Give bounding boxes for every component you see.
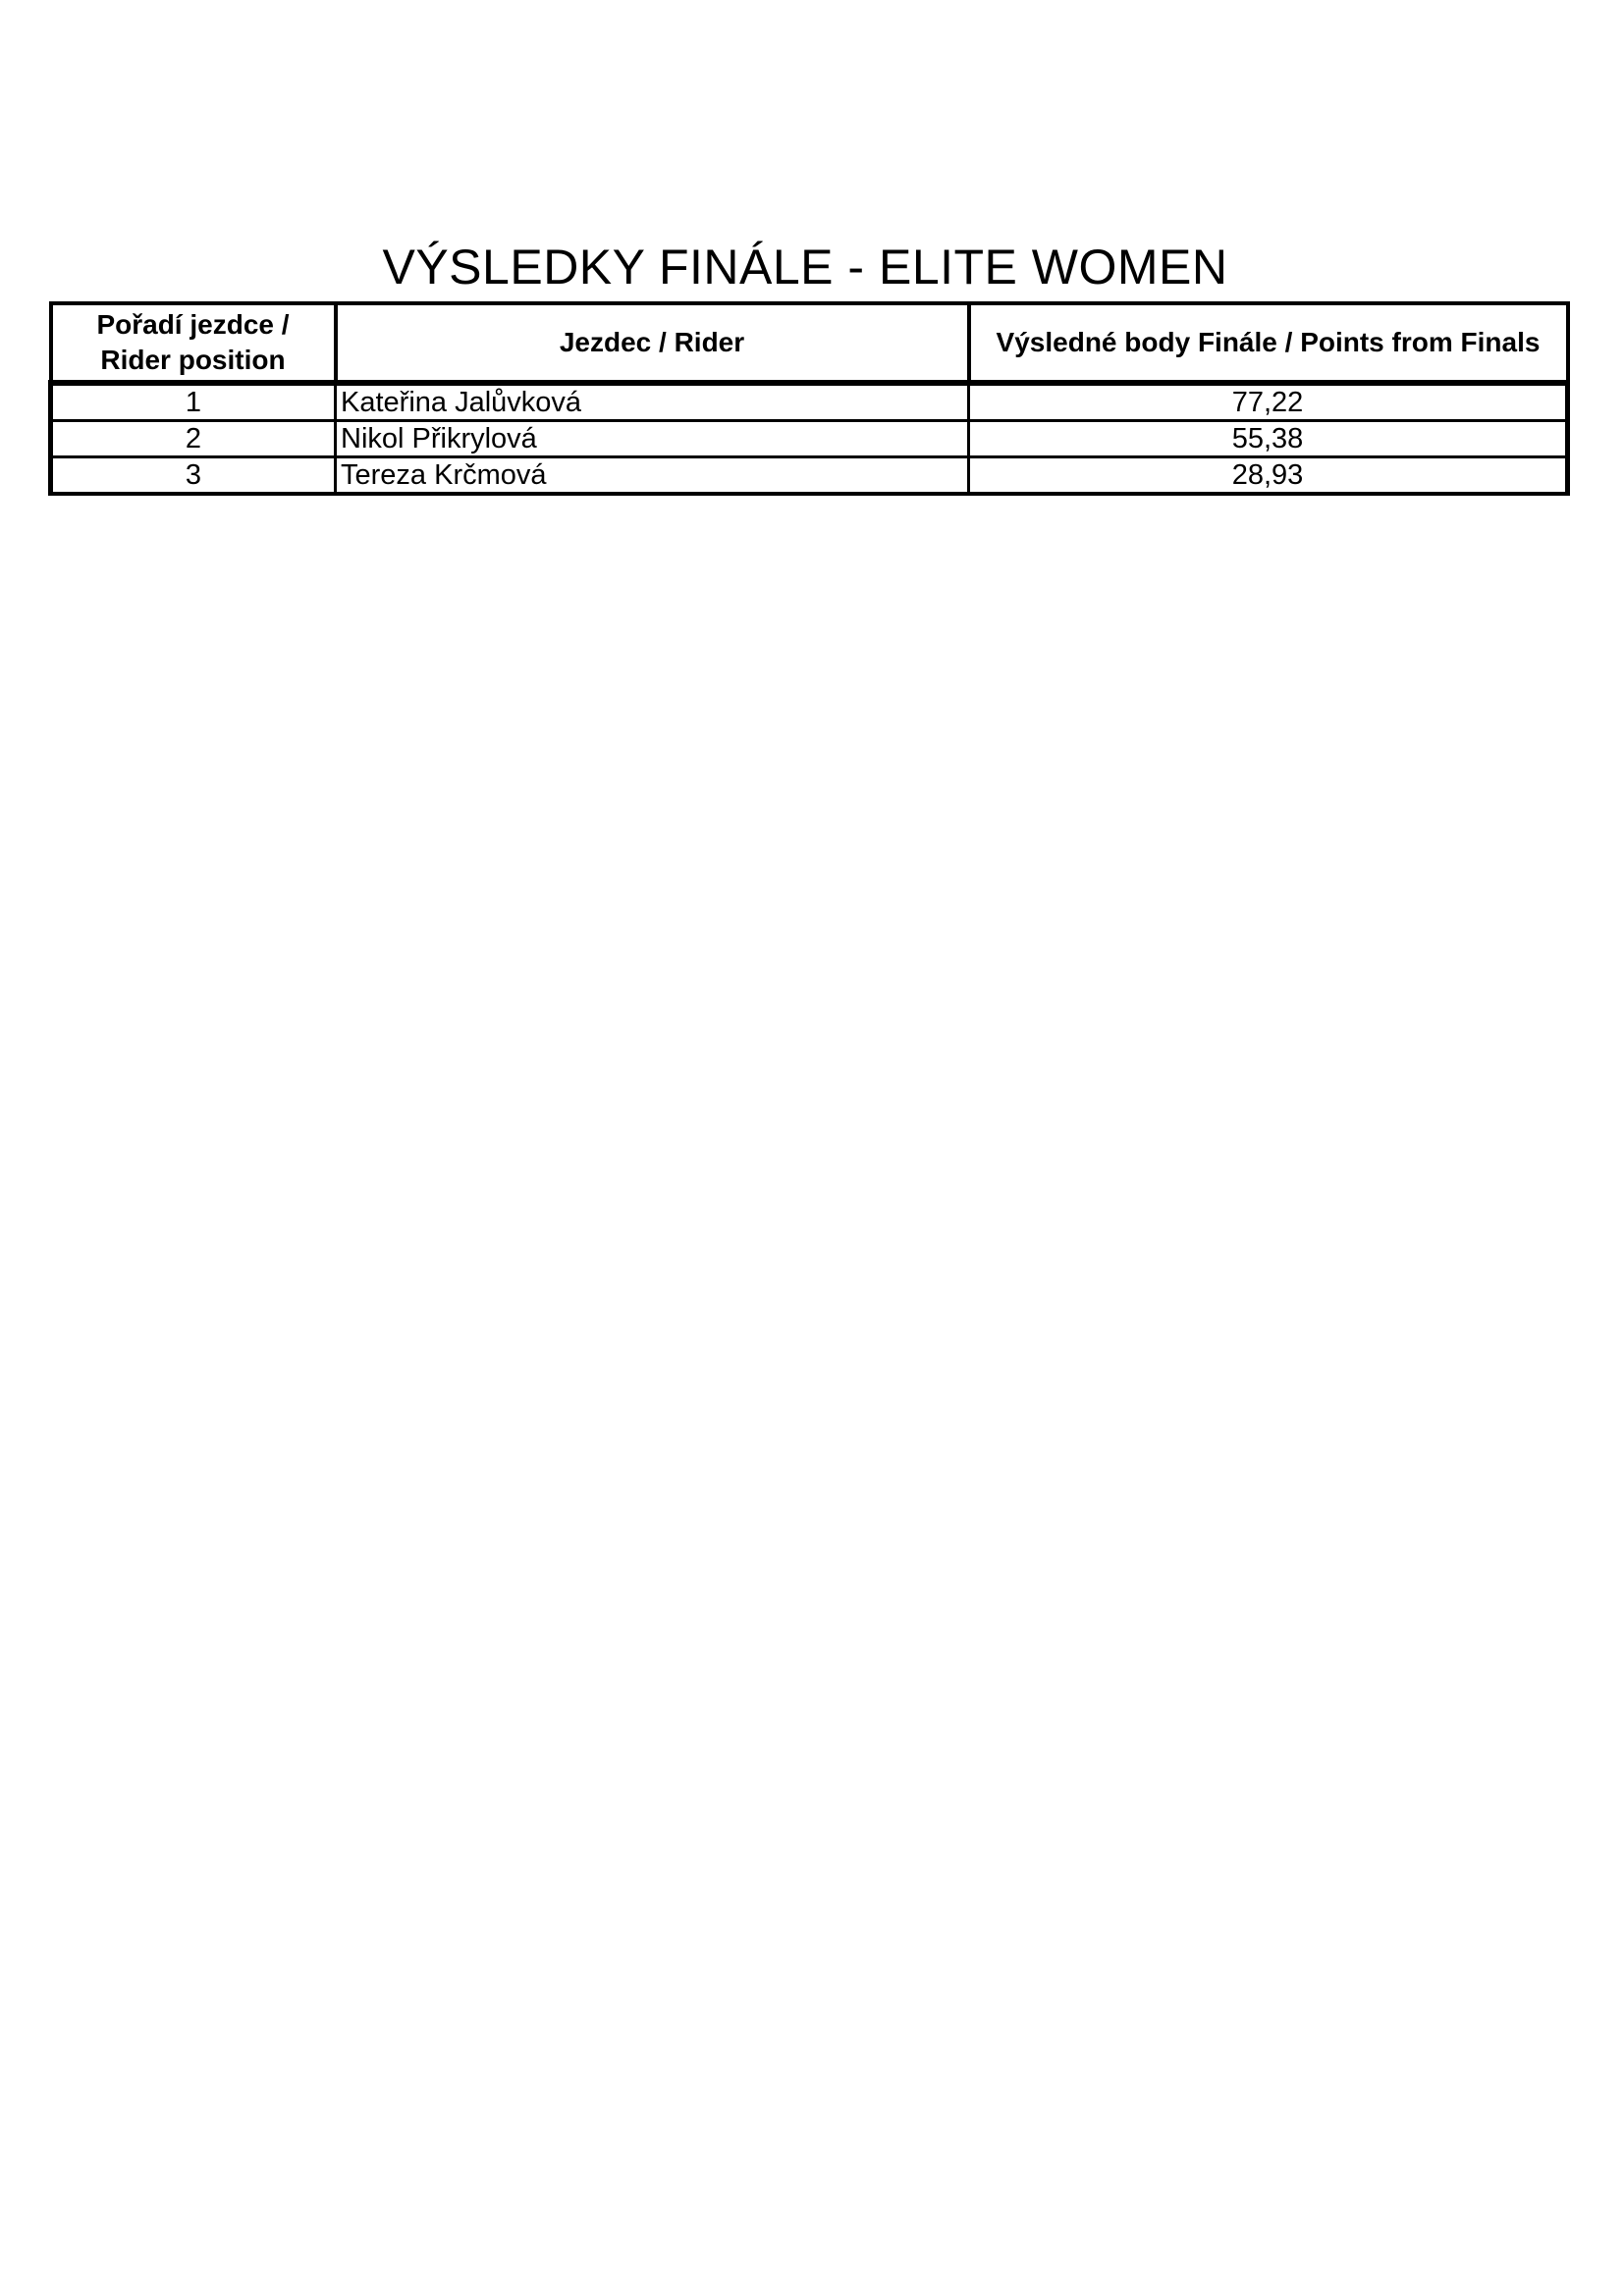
rider-name-cell: Kateřina Jalůvková <box>336 383 969 421</box>
table-row <box>51 383 1568 421</box>
points-cell: 77,22 <box>969 383 1568 421</box>
table-header-row <box>51 303 1568 383</box>
header-rider-position: Pořadí jezdce / Rider position <box>51 303 336 383</box>
points-cell: 55,38 <box>969 421 1568 457</box>
table-row <box>51 421 1568 457</box>
table-row <box>51 457 1568 495</box>
rider-position-cell: 2 <box>51 421 336 457</box>
rider-position-cell: 1 <box>51 383 336 421</box>
header-rider: Jezdec / Rider <box>336 303 969 383</box>
rider-name-cell: Nikol Přikrylová <box>336 421 969 457</box>
results-table <box>48 301 1570 496</box>
points-cell: 28,93 <box>969 457 1568 495</box>
rider-position-cell: 3 <box>51 457 336 495</box>
header-points: Výsledné body Finále / Points from Finals <box>969 303 1568 383</box>
rider-name-cell: Tereza Krčmová <box>336 457 969 495</box>
page-title: VÝSLEDKY FINÁLE - ELITE WOMEN <box>382 240 1228 294</box>
